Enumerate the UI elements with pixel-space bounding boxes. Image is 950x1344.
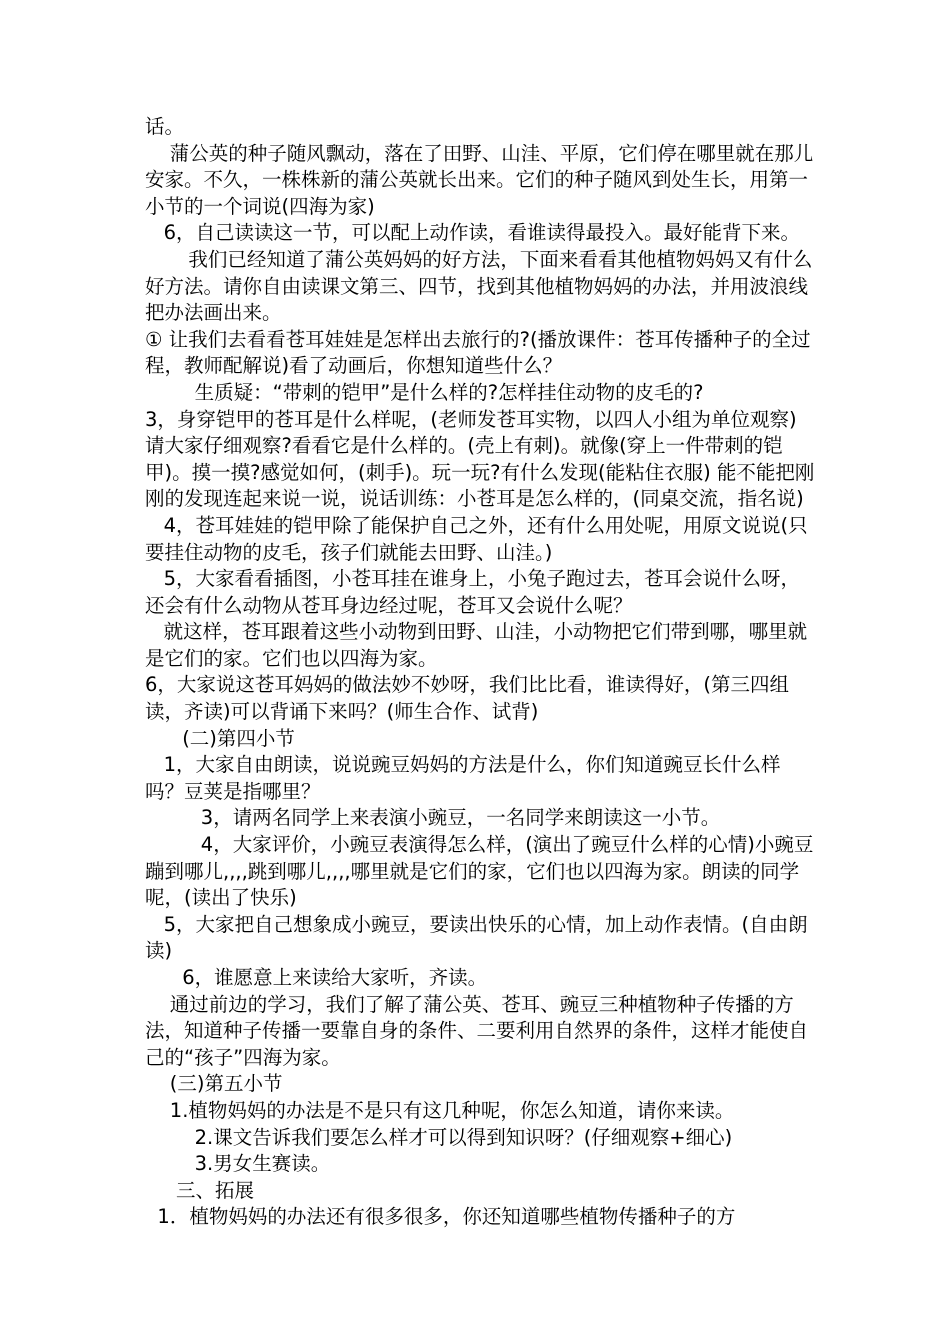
paragraph-18: 通过前边的学习，我们了解了蒲公英、苍耳、豌豆三种植物种子传播的方法，知道种子传播一要靠自身的条件、二要利用自然界的条件，这样才能使自己的“孩子”四海为家。 — [145, 992, 809, 1069]
paragraph-6: 生质疑：“带刺的铠甲”是什么样的?怎样挂住动物的皮毛的? — [145, 380, 704, 404]
paragraph-5: ① 让我们去看看苍耳娃娃是怎样出去旅行的?(播放课件：苍耳传播种子的全过程，教师配解说)看了动画后，你想知道些什么？ — [145, 327, 811, 378]
body-text — [145, 114, 815, 1231]
paragraph-8: 4，苍耳娃娃的铠甲除了能保护自己之外，还有什么用处呢，用原文说说(只要挂住动物的皮毛，孩子们就能去田野、山洼。) — [145, 513, 808, 564]
paragraph-20: 1.植物妈妈的办法是不是只有这几种呢，你怎么知道，请你来读。 — [145, 1098, 735, 1122]
paragraph-21: 2.课文告诉我们要怎么样才可以得到知识呀？(仔细观察+细心) — [145, 1125, 733, 1149]
paragraph-2: 蒲公英的种子随风飘动，落在了田野、山洼、平原，它们停在哪里就在那儿安家。不久，一株株新的蒲公英就长出来。它们的种子随风到处生长，用第一小节的一个词说(四海为家) — [145, 141, 814, 218]
paragraph-11: 6，大家说这苍耳妈妈的做法妙不妙呀，我们比比看，谁读得好，(第三四组读，齐读)可以背诵下来吗？(师生合作、试背) — [145, 673, 790, 724]
paragraph-17: 6，谁愿意上来读给大家听，齐读。 — [145, 966, 488, 989]
paragraph-4: 我们已经知道了蒲公英妈妈的好方法，下面来看看其他植物妈妈又有什么好方法。请你自由读课文第三、四节，找到其他植物妈妈的办法，并用波浪线把办法画出来。 — [145, 247, 813, 325]
section-heading-extension: 三、拓展 — [145, 1178, 255, 1202]
paragraph-7: 3，身穿铠甲的苍耳是什么样呢，(老师发苍耳实物，以四人小组为单位观察)请大家仔细观察?看看它是什么样的。(壳上有刺)。就像(穿上一件带刺的铠甲)。摸一摸?感觉如何，(刺手)。玩一玩?有什么发现(能粘住衣服) 能不能把刚刚的发现连起来说一说，说话训练：小苍耳是怎么样的，(同桌交流，指名说) — [145, 407, 815, 511]
paragraph-3: 6，自己读读这一节，可以配上动作读，看谁读得最投入。最好能背下来。 — [145, 221, 801, 245]
paragraph-1: 话。 — [145, 115, 185, 138]
paragraph-22: 3.男女生赛读。 — [145, 1152, 331, 1176]
paragraph-14: 3，请两名同学上来表演小豌豆，一名同学来朗读这一小节。 — [145, 806, 721, 830]
paragraph-24: 1．植物妈妈的办法还有很多很多，你还知道哪些植物传播种子的方 — [145, 1205, 736, 1229]
paragraph-10: 就这样，苍耳跟着这些小动物到田野、山洼，小动物把它们带到哪，哪里就是它们的家。它们也以四海为家。 — [145, 620, 808, 670]
paragraph-15: 4，大家评价，小豌豆表演得怎么样，(演出了豌豆什么样的心情)小豌豆蹦到哪儿,,,,跳到哪儿,,,,哪里就是它们的家，它们也以四海为家。朗读的同学呢，(读出了快乐) — [145, 833, 814, 910]
section-heading-part-five: (三)第五小节 — [145, 1072, 283, 1096]
section-heading-part-four: (二)第四小节 — [145, 726, 295, 750]
paragraph-16: 5，大家把自己想象成小豌豆，要读出快乐的心情，加上动作表情。(自由朗读) — [145, 912, 808, 963]
paragraph-13: 1，大家自由朗读，说说豌豆妈妈的方法是什么，你们知道豌豆长什么样吗？豆荚是指哪里？ — [145, 753, 781, 803]
paragraph-9: 5，大家看看插图，小苍耳挂在谁身上，小兔子跑过去，苍耳会说什么呀，还会有什么动物从苍耳身边经过呢，苍耳又会说什么呢？ — [145, 567, 801, 617]
